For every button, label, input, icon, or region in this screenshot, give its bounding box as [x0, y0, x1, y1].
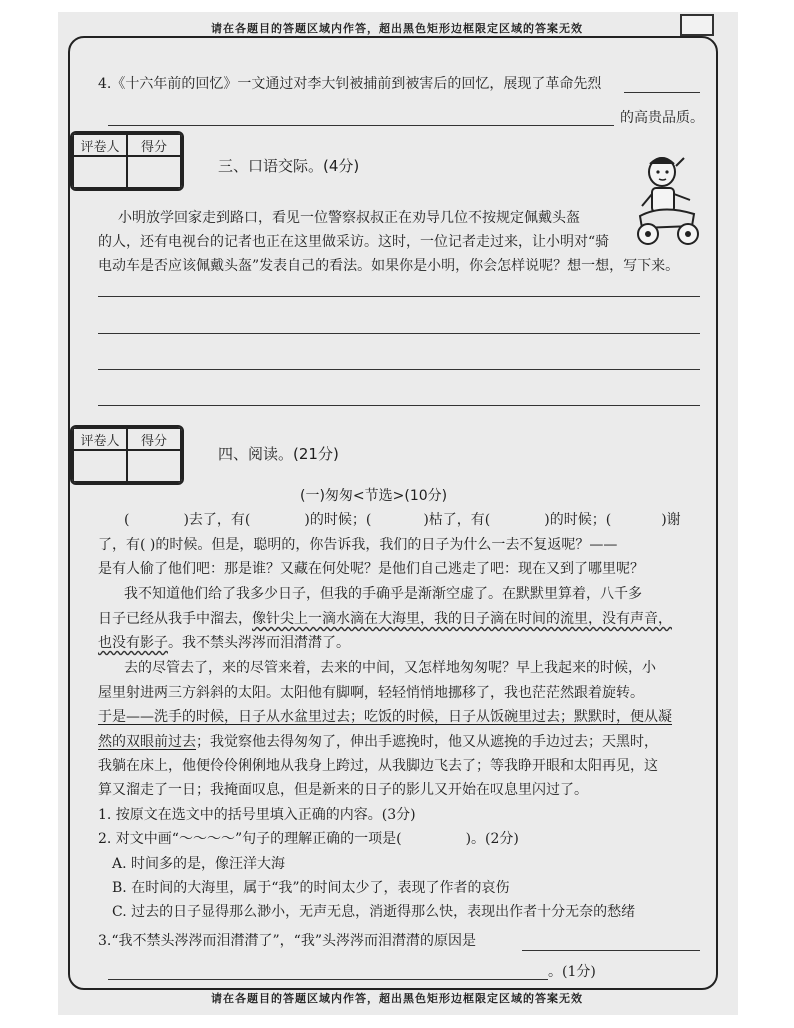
p1-seg6: )谢	[661, 512, 681, 528]
section3-answer-line-2[interactable]	[98, 333, 700, 334]
question-2	[98, 829, 519, 849]
section4-title: 四、阅读。(21分)	[218, 445, 339, 463]
p1-seg1: (	[124, 512, 130, 528]
p2-line2	[98, 609, 672, 629]
p1-seg2: )去了，有(	[183, 512, 251, 528]
score-cell[interactable]	[127, 450, 181, 482]
q2-part-a: 2. 对文中画“	[98, 831, 179, 847]
option-a: A. 时间多的是，像汪洋大海	[112, 856, 286, 872]
footer-notice: 请在各题目的答题区域内作答，超出黑色矩形边框限定区域的答案无效	[211, 992, 583, 1005]
grader-cell[interactable]	[73, 156, 127, 188]
p3-line5: 我躺在床上，他便伶伶俐俐地从我身上跨过，从我脚边飞去了；等我睁开眼和太阳再见，这	[98, 758, 658, 774]
p3-line2: 屋里射进两三方斜斜的太阳。太阳他有脚啊，轻轻悄悄地挪移了，我也茫茫然跟着旋转。	[98, 685, 644, 701]
p1-seg3: )的时候；(	[304, 512, 372, 528]
q2-part-b: ”句子的理解正确的一项是(	[234, 831, 402, 847]
wavy-sentence-part2: 也没有影子	[98, 635, 168, 651]
grader-cell[interactable]	[73, 450, 127, 482]
q4-line1: 4.《十六年前的回忆》一文通过对李大钊被捕前到被害后的回忆，展现了革命先烈	[98, 76, 602, 92]
p1-seg5: )的时候；(	[544, 512, 612, 528]
q3-end: 。(1分)	[548, 964, 596, 980]
score-label: 得分	[127, 134, 181, 156]
section3-answer-line-3[interactable]	[98, 369, 700, 370]
p2-l3-plain: 。我不禁头涔涔而泪潸潸了。	[168, 635, 350, 651]
p1-seg4: )枯了，有(	[423, 512, 491, 528]
p2-l2-plain: 日子已经从我手中溜去，	[98, 611, 252, 627]
grader-label: 评卷人	[73, 428, 127, 450]
p3-line6: 算又溜走了一日；我掩面叹息，但是新来的日子的影儿又开始在叹息里闪过了。	[98, 782, 588, 798]
section3-title: 三、口语交际。(4分)	[218, 157, 360, 175]
p1-line3: 是有人偷了他们吧：那是谁？又藏在何处呢？是他们自己逃走了吧：现在又到了哪里呢？	[98, 561, 644, 577]
score-box-section4	[70, 425, 184, 485]
p1-line1	[124, 510, 681, 530]
wavy-sentence-part1: 像针尖上一滴水滴在大海里，我的日子滴在时间的流里，没有声音，	[252, 611, 672, 627]
header-notice: 请在各题目的答题区域内作答，超出黑色矩形边框限定区域的答案无效	[211, 22, 583, 35]
grader-label: 评卷人	[73, 134, 127, 156]
reading-subtitle: (一)匆匆<节选>(10分)	[300, 488, 448, 504]
p3-line3: 于是——洗手的时候，日子从水盆里过去；吃饭的时候，日子从饭碗里过去；默默时，便从凝	[98, 709, 672, 725]
score-cell[interactable]	[127, 156, 181, 188]
score-box-section3	[70, 131, 184, 191]
p2-line1: 我不知道他们给了我多少日子，但我的手确乎是渐渐空虚了。在默默里算着，八千多	[124, 586, 642, 602]
section3-text-line1: 小明放学回家走到路口，看见一位警察叔叔正在劝导几位不按规定佩戴头盔	[118, 210, 580, 226]
score-label: 得分	[127, 428, 181, 450]
option-b: B. 在时间的大海里，属于“我”的时间太少了，表现了作者的哀伤	[112, 880, 510, 896]
p3-l4-plain: ；我觉察他去得匆匆了，伸出手遮挽时，他又从遮挽的手边过去；天黑时，	[196, 734, 658, 750]
p3-l4-underlined: 然的双眼前过去	[98, 734, 196, 750]
section3-text-line3: 电动车是否应该佩戴头盔”发表自己的看法。如果你是小明，你会怎样说呢？想一想，写下来。	[98, 258, 680, 274]
boy-on-scooter-illustration	[632, 150, 704, 250]
question-3: 3.“我不禁头涔涔而泪潸潸了”，“我”头涔涔而泪潸潸的原因是	[98, 933, 476, 949]
question-1: 1. 按原文在选文中的括号里填入正确的内容。(3分)	[98, 807, 416, 823]
q4-line2-end: 的高贵品质。	[620, 110, 704, 126]
q3-answer-line-2[interactable]	[108, 979, 548, 980]
p3-line4	[98, 732, 658, 752]
section3-answer-line-1[interactable]	[98, 296, 700, 297]
option-c: C. 过去的日子显得那么渺小，无声无息，消逝得那么快，表现出作者十分无奈的愁绪	[112, 904, 636, 920]
q2-part-c: )。(2分)	[465, 831, 519, 847]
q4-answer-line-1[interactable]	[624, 92, 700, 93]
p2-line3	[98, 633, 350, 653]
p1-line2: 了，有( )的时候。但是，聪明的，你告诉我，我们的日子为什么一去不复返呢？——	[98, 537, 618, 553]
q2-wave: ～～～～	[178, 831, 235, 847]
p3-line1: 去的尽管去了，来的尽管来着，去来的中间，又怎样地匆匆呢？早上我起来的时候，小	[124, 660, 656, 676]
section3-answer-line-4[interactable]	[98, 405, 700, 406]
section3-text-line2: 的人，还有电视台的记者也正在这里做采访。这时，一位记者走过来，让小明对“骑	[98, 234, 610, 250]
q3-answer-line-1[interactable]	[522, 950, 700, 951]
q4-answer-line-2[interactable]	[108, 125, 614, 126]
